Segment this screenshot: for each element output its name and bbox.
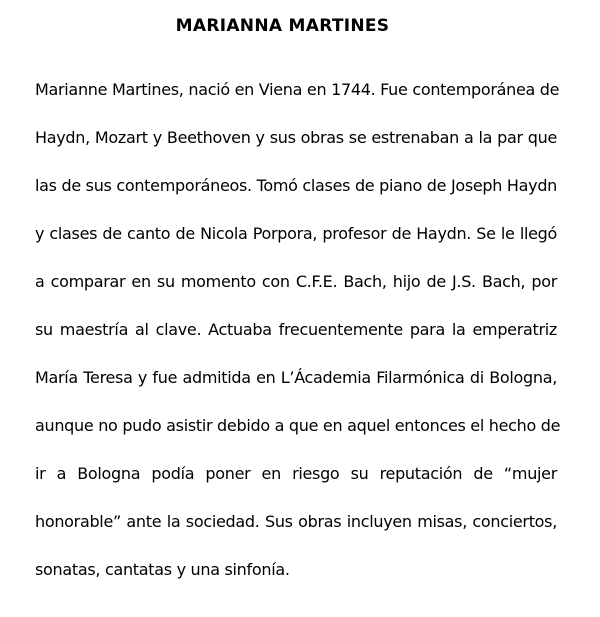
paragraph-line: y clases de canto de Nicola Porpora, profesor de Haydn. Se le llegó: [35, 224, 557, 243]
paragraph-line: Haydn, Mozart y Beethoven y sus obras se estrenaban a la par que: [35, 128, 557, 147]
paragraph-line: su maestría al clave. Actuaba frecuentemente para la emperatriz: [35, 320, 557, 339]
document-body: [35, 78, 561, 606]
paragraph-line: las de sus contemporáneos. Tomó clases de piano de Joseph Haydn: [35, 176, 558, 195]
paragraph-line: María Teresa y fue admitida en L’Ácademia Filarmónica di Bologna,: [35, 368, 557, 387]
paragraph-line: Marianne Martines, nació en Viena en 1744. Fue contemporánea de: [35, 80, 560, 99]
paragraph-line: aunque no pudo asistir debido a que en aquel entonces el hecho de: [35, 416, 561, 435]
paragraph-line: ir a Bologna podía poner en riesgo su reputación de “mujer: [35, 464, 557, 483]
paragraph-line: honorable” ante la sociedad. Sus obras incluyen misas, conciertos,: [35, 512, 557, 531]
document-title: MARIANNA MARTINES: [175, 16, 390, 36]
paragraph-line: a comparar en su momento con C.F.E. Bach, hijo de J.S. Bach, por: [35, 272, 557, 291]
paragraph-line: sonatas, cantatas y una sinfonía.: [35, 560, 290, 579]
